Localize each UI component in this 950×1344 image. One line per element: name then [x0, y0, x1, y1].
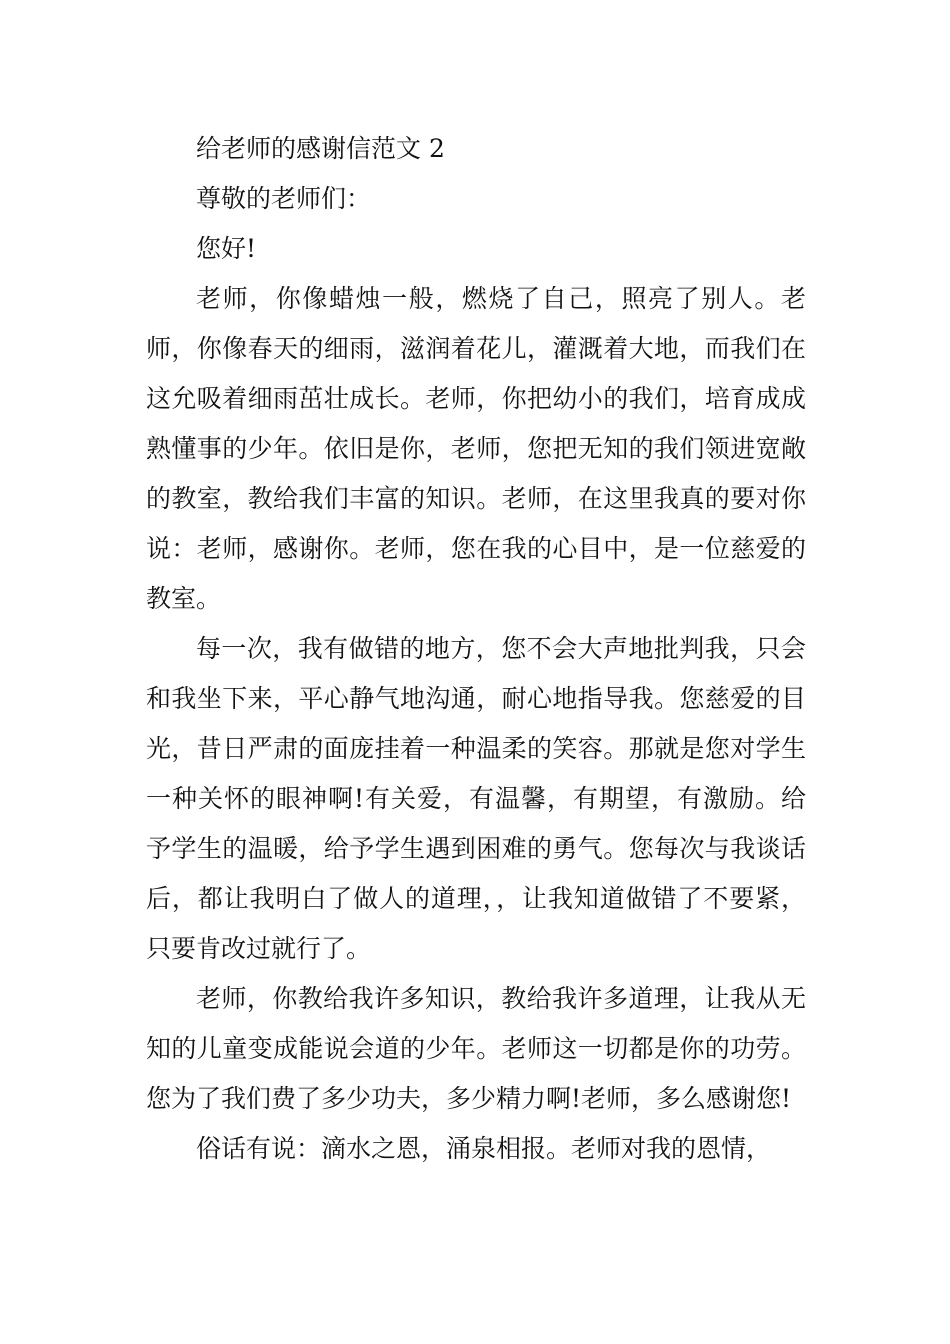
- body-paragraph-3: 老师，你教给我许多知识，教给我许多道理，让我从无知的儿童变成能说会道的少年。老师这一切都是你的功劳。您为了我们费了多少功夫，多少精力啊!老师，多么感谢您!: [146, 984, 806, 1113]
- salutation: 尊敬的老师们：: [196, 184, 372, 213]
- body-paragraph-4: 俗话有说：滴水之恩，涌泉相报。老师对我的恩情，: [196, 1134, 772, 1163]
- body-paragraph-1: 老师，你像蜡烛一般，燃烧了自己，照亮了别人。老师，你像春天的细雨，滋润着花儿，灌溉着大地，而我们在这允吸着细雨茁壮成长。老师，你把幼小的我们，培育成成熟懂事的少年。依旧是你，老师，您把无知的我们领进宽敞的教室，教给我们丰富的知识。老师，在这里我真的要对你说：老师，感谢你。老师，您在我的心目中，是一位慈爱的教室。: [146, 284, 806, 613]
- greeting: 您好!: [196, 234, 257, 263]
- body-paragraph-2: 每一次，我有做错的地方，您不会大声地批判我，只会和我坐下来，平心静气地沟通，耐心地指导我。您慈爱的目光，昔日严肃的面庞挂着一种温柔的笑容。那就是您对学生一种关怀的眼神啊!有关爱，有温馨，有期望，有激励。给予学生的温暖，给予学生遇到困难的勇气。您每次与我谈话后，都让我明白了做人的道理，，让我知道做错了不要紧，只要肯改过就行了。: [146, 634, 806, 963]
- document-page: [146, 124, 806, 1174]
- document-title: 给老师的感谢信范文 2: [196, 134, 445, 163]
